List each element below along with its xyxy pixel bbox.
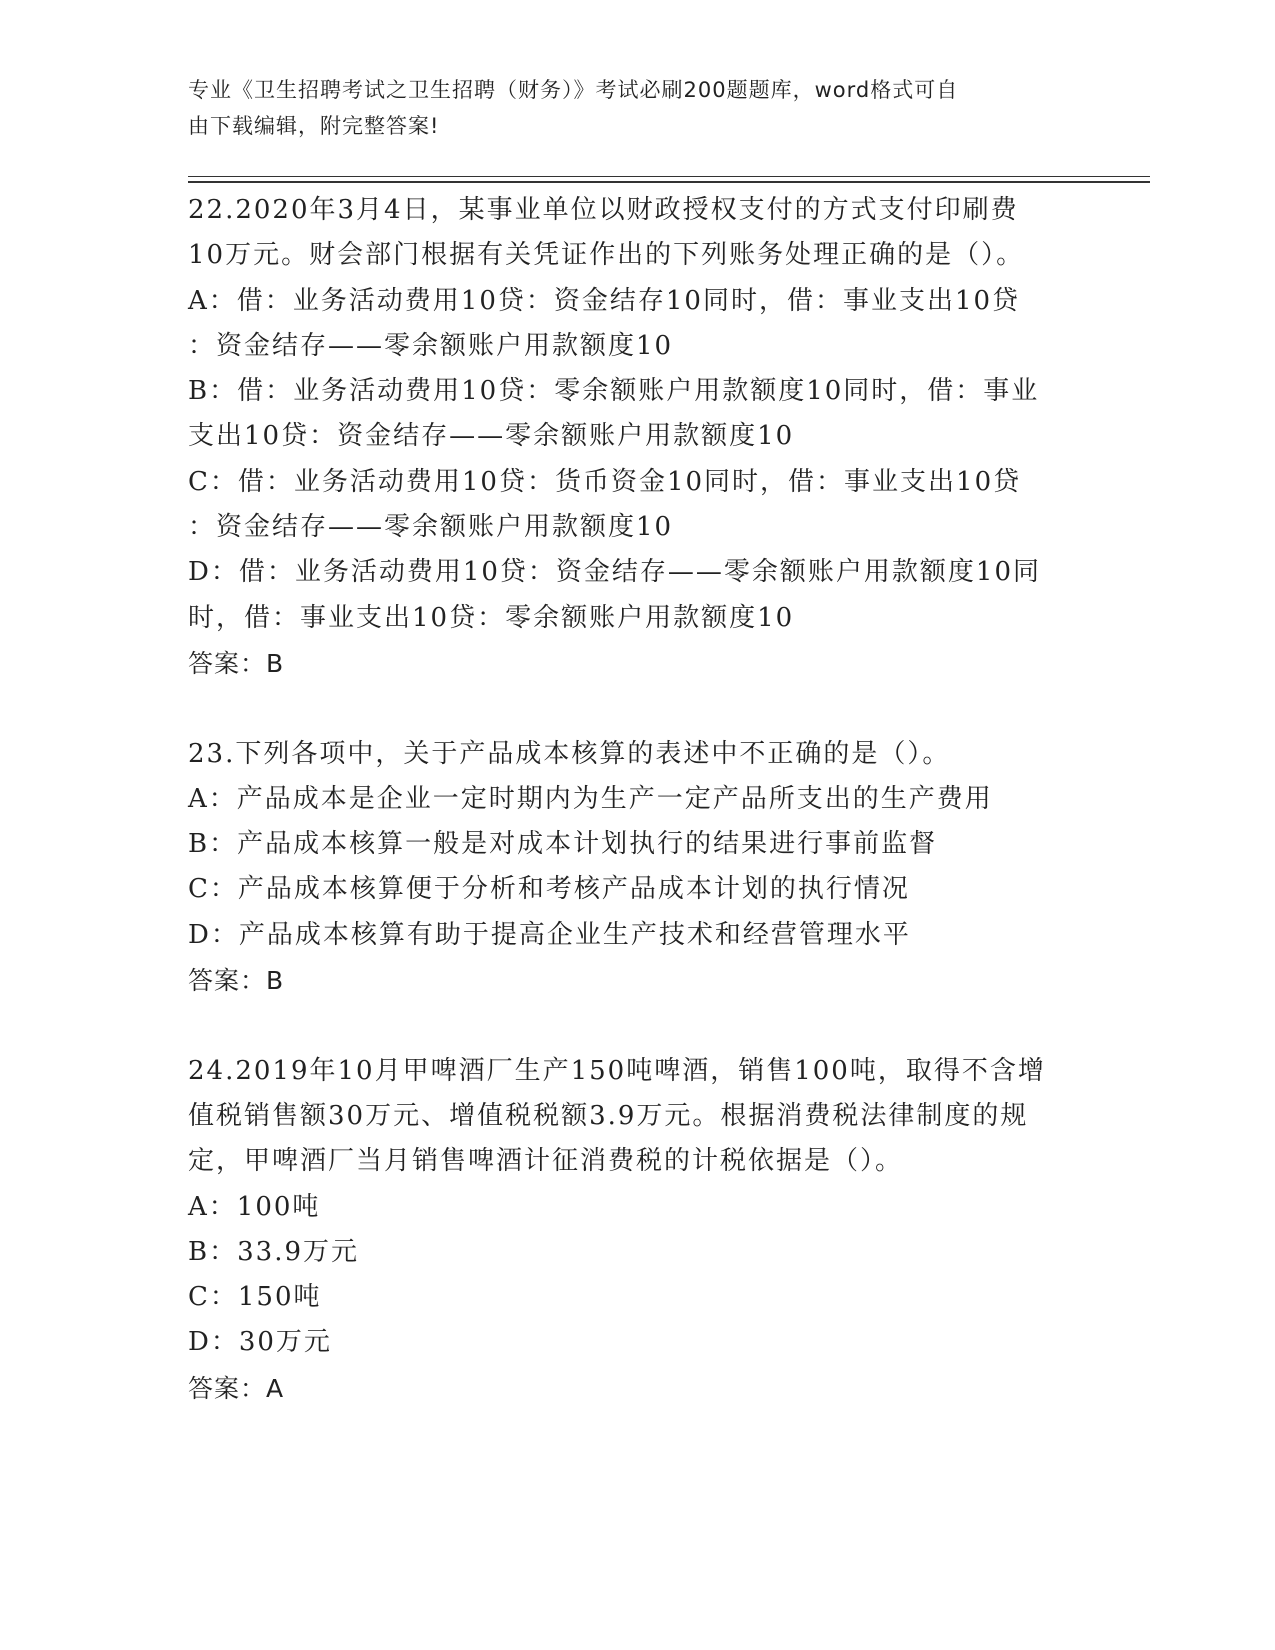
question-22-option-c: C：借：业务活动费用10贷：货币资金10同时，借：事业支出10贷 — [188, 466, 1022, 497]
block-spacer — [188, 1003, 1088, 1048]
question-23-option-d: D：产品成本核算有助于提高企业生产技术和经营管理水平 — [188, 919, 911, 950]
question-24-text-line: 24.2019年10月甲啤酒厂生产150吨啤酒，销售100吨，取得不含增 — [188, 1055, 1046, 1086]
question-22-text-line: 22.2020年3月4日，某事业单位以财政授权支付的方式支付印刷费 — [188, 195, 1019, 225]
header-line-2: 由下载编辑，附完整答案! — [188, 114, 440, 138]
document-header — [188, 72, 1068, 144]
header-divider-thin — [188, 176, 1150, 177]
question-block-22 — [188, 188, 1088, 686]
question-block-23 — [188, 732, 1088, 1004]
question-22-answer: 答案：B — [188, 648, 285, 678]
question-24-option-a: A：100吨 — [188, 1191, 321, 1222]
header-line-1: 专业《卫生招聘考试之卫生招聘（财务）》考试必刷200题题库，word格式可自 — [188, 78, 959, 102]
question-23-answer: 答案：B — [188, 966, 285, 996]
question-24-text-line: 值税销售额30万元、增值税税额3.9万元。根据消费税法律制度的规 — [188, 1100, 1029, 1131]
question-list — [188, 188, 1088, 1411]
question-22-option-b-cont: 支出10贷：资金结存——零余额账户用款额度10 — [188, 421, 795, 452]
question-23-option-b: B：产品成本核算一般是对成本计划执行的结果进行事前监督 — [188, 829, 938, 860]
question-24-option-b: B：33.9万元 — [188, 1236, 359, 1267]
question-22-option-d: D：借：业务活动费用10贷：资金结存——零余额账户用款额度10同 — [188, 557, 1042, 588]
question-22-text-line: 10万元。财会部门根据有关凭证作出的下列账务处理正确的是（）。 — [188, 240, 1025, 271]
question-24-option-d: D：30万元 — [188, 1327, 332, 1358]
block-spacer — [188, 686, 1088, 731]
question-24-answer: 答案：A — [188, 1373, 285, 1403]
question-24-text-line: 定，甲啤酒厂当月销售啤酒计征消费税的计税依据是（）。 — [188, 1146, 904, 1177]
question-22-option-a: A：借：业务活动费用10贷：资金结存10同时，借：事业支出10贷 — [188, 285, 1021, 316]
question-24-option-c: C：150吨 — [188, 1282, 322, 1313]
question-22-option-c-cont: ：资金结存——零余额账户用款额度10 — [188, 512, 674, 543]
question-23-option-c: C：产品成本核算便于分析和考核产品成本计划的执行情况 — [188, 874, 910, 905]
header-divider-thick — [188, 181, 1150, 183]
question-22-option-d-cont: 时，借：事业支出10贷：零余额账户用款额度10 — [188, 602, 795, 633]
question-block-24 — [188, 1049, 1088, 1411]
question-23-option-a: A：产品成本是企业一定时期内为生产一定产品所支出的生产费用 — [188, 783, 993, 814]
question-23-text-line: 23.下列各项中，关于产品成本核算的表述中不正确的是（）。 — [188, 738, 951, 769]
question-22-option-b: B：借：业务活动费用10贷：零余额账户用款额度10同时，借：事业 — [188, 376, 1040, 407]
question-22-option-a-cont: ：资金结存——零余额账户用款额度10 — [188, 330, 674, 361]
